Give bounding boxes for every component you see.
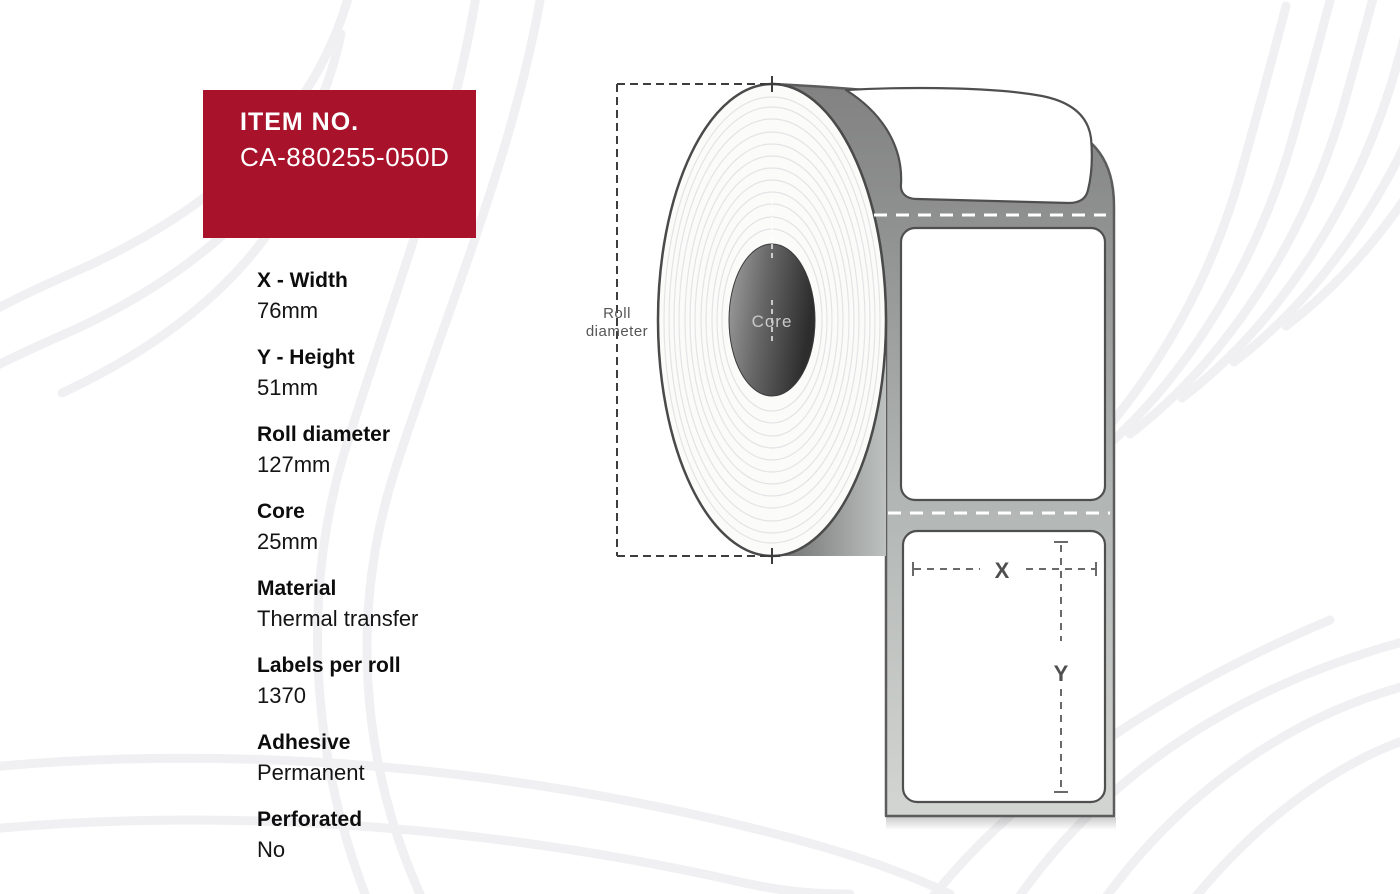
spec-label: Y - Height [257,346,355,369]
spec-value: Thermal transfer [257,606,419,631]
spec-value: No [257,837,286,862]
spec-label: Roll diameter [257,423,391,446]
svg-text:Roll: Roll [603,305,631,322]
y-axis-label: Y [1053,661,1069,686]
spec-value: 25mm [257,529,319,554]
spec-label: X - Width [257,269,348,292]
spec-label: Labels per roll [257,654,401,677]
spec-label: Material [257,577,337,600]
spec-label: Core [257,500,305,523]
spec-label: Adhesive [257,731,351,754]
spec-value: 127mm [257,452,331,477]
spec-value: Permanent [257,760,365,785]
svg-text:diameter: diameter [585,323,649,340]
item-number-value: CA-880255-050D [240,142,450,172]
spec-value: 51mm [257,375,319,400]
roll-diameter-label [586,305,648,340]
spec-value: 76mm [257,298,319,323]
spec-label: Perforated [257,808,363,831]
spec-value: 1370 [257,683,306,708]
item-number-heading: ITEM NO. [240,108,360,136]
strip-drop-shadow [886,817,1116,830]
core-label: Core [751,312,793,331]
x-axis-label: X [994,558,1010,583]
blank-label [901,228,1105,500]
